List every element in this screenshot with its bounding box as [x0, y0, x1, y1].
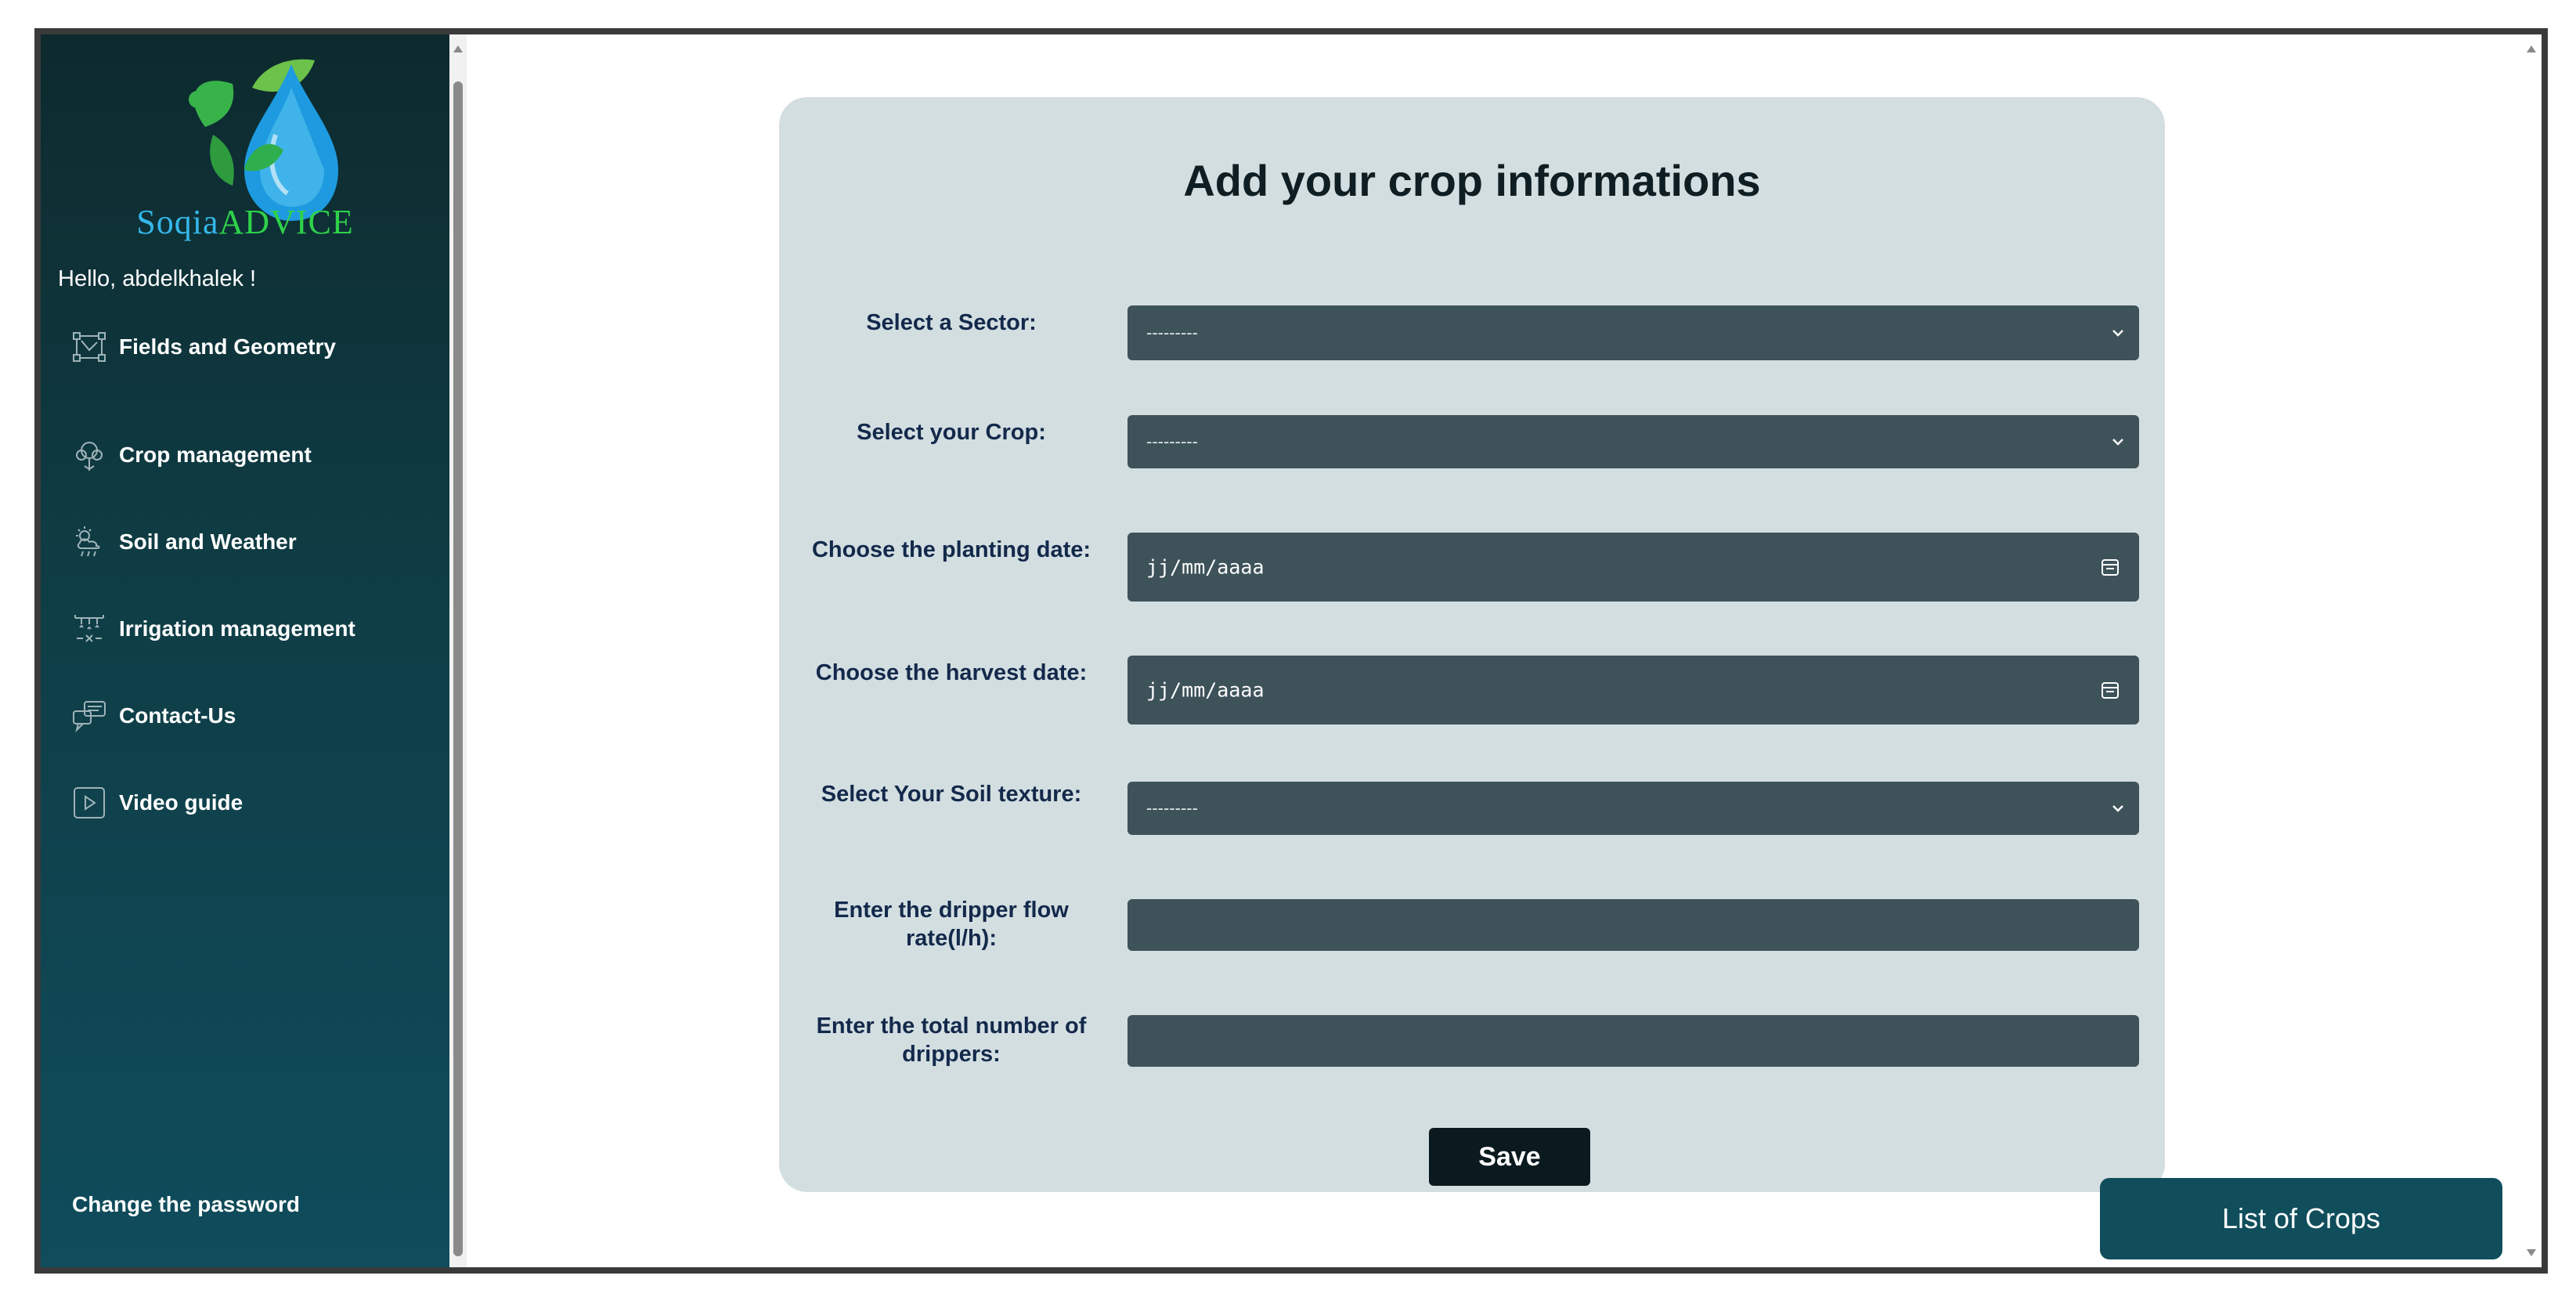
chat-icon [70, 697, 108, 735]
sidebar-item-label: Crop management [119, 442, 312, 467]
weather-icon [70, 523, 108, 561]
sidebar-item-contact[interactable] [70, 672, 438, 759]
scroll-up-arrow-icon[interactable] [453, 45, 463, 52]
sidebar-item-video-guide[interactable] [70, 759, 438, 846]
sector-label: Select a Sector: [866, 310, 1037, 335]
crop-select[interactable] [1127, 415, 2139, 468]
brand-part-1: Soqia [136, 203, 219, 241]
logout-link[interactable]: Log out [72, 1269, 153, 1293]
page-title: Add your crop informations [1183, 156, 1761, 205]
calendar-icon[interactable] [2100, 680, 2120, 700]
calendar-icon[interactable] [2100, 557, 2120, 577]
sector-select[interactable] [1127, 305, 2139, 360]
scroll-up-arrow-icon[interactable] [2527, 45, 2536, 52]
chevron-down-icon [2111, 328, 2125, 338]
irrigation-icon [70, 610, 108, 648]
harvest-date-label: Choose the harvest date: [815, 660, 1088, 685]
sidebar-item-label: Contact-Us [119, 703, 236, 728]
chevron-down-icon [2111, 437, 2125, 446]
soil-texture-selected-value: --------- [1146, 798, 1198, 818]
drippers-count-input[interactable] [1127, 1015, 2139, 1067]
planting-date-placeholder: jj/mm/aaaa [1146, 555, 1265, 579]
drippers-count-label: Enter the total number of drippers: [816, 1014, 1087, 1067]
crop-selected-value: --------- [1146, 432, 1198, 451]
harvest-date-placeholder: jj/mm/aaaa [1146, 678, 1265, 702]
sidebar-item-label: Irrigation management [119, 616, 355, 641]
user-greeting: Hello, abdelkhalek ! [58, 266, 257, 291]
change-password-link[interactable]: Change the password [72, 1192, 300, 1216]
sidebar-nav [70, 324, 438, 846]
chevron-down-icon [2111, 804, 2125, 813]
sidebar [41, 34, 449, 1293]
plant-icon [70, 436, 108, 474]
main-scrollbar[interactable] [2523, 34, 2542, 1267]
sidebar-item-label: Fields and Geometry [119, 334, 336, 359]
soil-texture-select[interactable] [1127, 782, 2139, 835]
play-icon [70, 784, 108, 822]
crop-form-card [779, 97, 2165, 1192]
sidebar-scrollbar[interactable] [449, 34, 467, 1267]
scroll-down-arrow-icon[interactable] [2527, 1249, 2536, 1256]
sidebar-item-label: Soil and Weather [119, 529, 297, 554]
app-window [34, 28, 2548, 1293]
geometry-icon [70, 328, 108, 366]
planting-date-input[interactable] [1127, 533, 2139, 602]
save-button[interactable]: Save [1429, 1128, 1590, 1186]
sidebar-item-soil-weather[interactable] [70, 498, 438, 585]
sidebar-item-irrigation[interactable] [70, 585, 438, 672]
sidebar-item-label: Video guide [119, 789, 244, 815]
planting-date-label: Choose the planting date: [811, 537, 1091, 562]
dripper-flow-label: Enter the dripper flow rate(l/h): [834, 898, 1069, 951]
dripper-flow-input[interactable] [1127, 899, 2139, 951]
brand-name [41, 202, 449, 242]
sidebar-item-crop[interactable] [70, 411, 438, 498]
list-of-crops-button[interactable]: List of Crops [2100, 1178, 2502, 1259]
sidebar-scroll-thumb[interactable] [453, 81, 463, 1256]
sidebar-item-fields[interactable] [70, 324, 438, 370]
harvest-date-input[interactable] [1127, 656, 2139, 724]
sector-selected-value: --------- [1146, 323, 1198, 342]
soil-texture-label: Select Your Soil texture: [821, 782, 1082, 807]
crop-label: Select your Crop: [857, 420, 1046, 445]
brand-part-2: ADVICE [218, 203, 354, 241]
